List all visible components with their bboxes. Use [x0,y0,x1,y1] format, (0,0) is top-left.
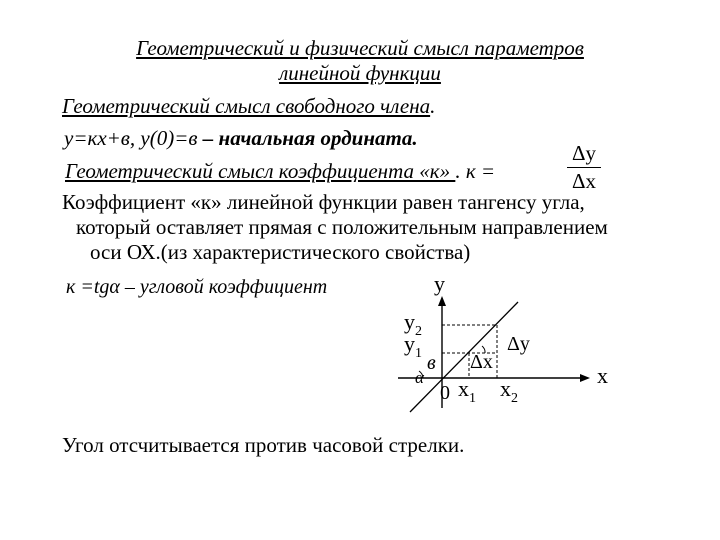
free-term-formula-rest: – начальная ордината. [197,126,418,150]
delta-x-label: Δx [470,351,493,373]
angular-coefficient: к =tgα – угловой коэффициент [66,276,328,298]
free-term-heading-text: Геометрический смысл свободного члена [62,94,431,118]
x1-label: $х_1$ [458,376,476,406]
y1-label: $у_1$ [404,331,422,361]
paragraph-line-1: Коэффициент «к» линейной функции равен тангенсу угла, [62,190,585,214]
free-term-heading-end: . [430,94,436,118]
coef-fraction-denominator: Δx [571,169,596,193]
delta-y-label: Δy [507,333,530,355]
title-line-2: линейной функции [279,61,441,85]
free-term-formula-main: у=кх+в, у(0)=в [64,126,198,150]
origin-label: 0 [440,382,450,404]
paragraph-line-2: который оставляет прямая с положительным направлением [76,215,608,239]
y-axis-arrow-icon [438,296,446,306]
coef-heading-text: Геометрический смысл коэффициента «к» [65,159,456,183]
y-axis-label: у [434,271,445,296]
x-axis-label: х [597,363,608,388]
x2-label: $х_2$ [500,376,518,406]
b-intercept-label: в [427,352,436,374]
footer-note: Угол отсчитывается против часовой стрелки. [62,433,465,457]
coef-heading-end: . к = [455,159,496,183]
alpha-label: α [415,368,424,387]
paragraph-line-3: оси ОХ.(из характеристического свойства) [90,240,471,264]
x-axis-arrow-icon [580,374,590,382]
title-line-1: Геометрический и физический смысл параметров [136,36,584,60]
y2-label: $у_2$ [404,309,422,339]
coef-fraction-numerator: Δy [571,141,596,165]
